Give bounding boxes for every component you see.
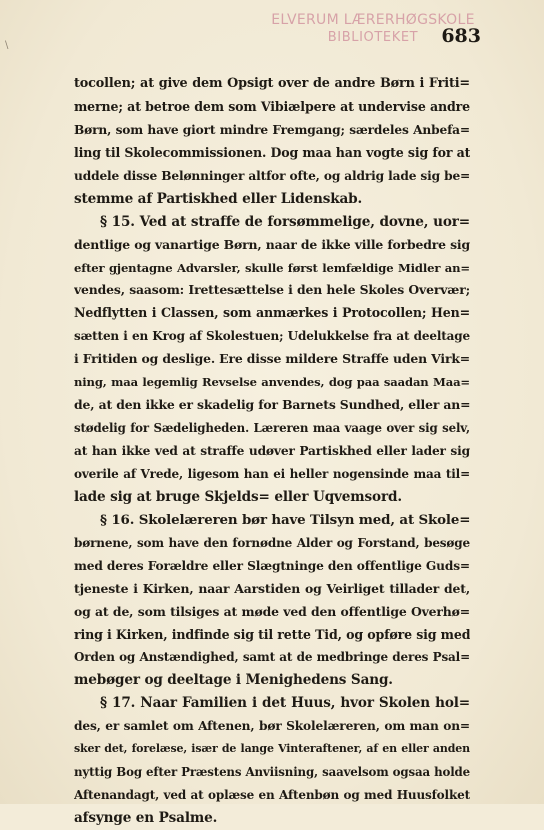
text-line: mebøger og deeltage i Menighedens Sang.	[74, 672, 393, 689]
page-number: 683	[441, 25, 481, 47]
text-line: lade sig at bruge Skjelds= eller Uqvemsord.	[74, 488, 402, 505]
section-16-start: § 16. Skolelæreren bør have Tilsyn med, at Skole=	[100, 511, 470, 528]
text-line: at han ikke ved at straffe udøver Partiskhed eller lader sig	[74, 444, 470, 458]
text-line: sætten i en Krog af Skolestuen; Udelukkelse fra at deeltage	[74, 329, 470, 344]
text-line: Orden og Anstændighed, samt at de medbringe deres Psal=	[74, 650, 470, 665]
text-line: Børn, som have giort mindre Fremgang; særdeles Anbefa=	[74, 122, 470, 137]
section-17-start: § 17. Naar Familien i det Huus, hvor Skolen hol=	[100, 695, 470, 712]
margin-mark: \	[5, 40, 9, 51]
text-line: vendes, saasom: Irettesættelse i den hele Skoles Overvær;	[74, 282, 470, 298]
text-line: afsynge en Psalme.	[74, 810, 218, 826]
text-line: merne; at betroe dem som Vibiælpere at undervise andre	[74, 98, 470, 114]
text-line: ling til Skolecommissionen. Dog maa han vogte sig for at	[74, 144, 470, 160]
stamp-library-name: ELVERUM LÆRERHØGSKOLE	[271, 12, 475, 28]
text-line: des, er samlet om Aftenen, bør Skolelæreren, om man on=	[74, 719, 470, 734]
text-line: efter gjentagne Advarsler, skulle først lemfældige Midler an=	[74, 260, 470, 275]
section-15-start: § 15. Ved at straffe de forsømmelige, dovne, uor=	[100, 213, 470, 230]
text-line: sker det, forelæse, især de lange Vinteraftener, af en eller anden	[74, 742, 470, 756]
text-line: uddele disse Belønninger altfor ofte, og aldrig lade sig be=	[74, 168, 470, 183]
text-line: Aftenandagt, ved at oplæse en Aftenbøn og med Huusfolket	[74, 788, 470, 803]
text-line: ring i Kirken, indfinde sig til rette Tid, og opføre sig med	[74, 626, 470, 642]
text-line: stemme af Partiskhed eller Lidenskab.	[74, 190, 363, 207]
text-line: stødelig for Sædeligheden. Læreren maa vaage over sig selv,	[74, 421, 470, 436]
body-text	[74, 73, 470, 830]
text-line: dentlige og vanartige Børn, naar de ikke ville forbedre sig	[74, 236, 470, 252]
text-line: i Fritiden og deslige. Ere disse mildere Straffe uden Virk=	[74, 351, 470, 367]
text-line: og at de, som tilsiges at møde ved den offentlige Overhø=	[74, 603, 470, 619]
text-line: Nedflytten i Classen, som anmærkes i Protocollen; Hen=	[74, 305, 470, 321]
stamp-library-department: BIBLIOTEKET	[327, 29, 419, 45]
text-line: tjeneste i Kirken, naar Aarstiden og Veirliget tillader det,	[74, 580, 470, 596]
text-line: ning, maa legemlig Revselse anvendes, dog paa saadan Maa=	[74, 375, 470, 390]
text-line: tocollen; at give dem Opsigt over de andre Børn i Friti=	[74, 76, 470, 91]
text-line: børnene, som have den fornødne Alder og Forstand, besøge	[74, 535, 470, 550]
text-line: nyttig Bog efter Præstens Anviisning, saavelsom ogsaa holde	[74, 765, 470, 780]
text-line: med deres Forældre eller Slægtninge den offentlige Guds=	[74, 558, 470, 573]
text-line: de, at den ikke er skadelig for Barnets Sundhed, eller an=	[74, 397, 470, 413]
text-line: overile af Vrede, ligesom han ei heller nogensinde maa til=	[74, 466, 470, 481]
